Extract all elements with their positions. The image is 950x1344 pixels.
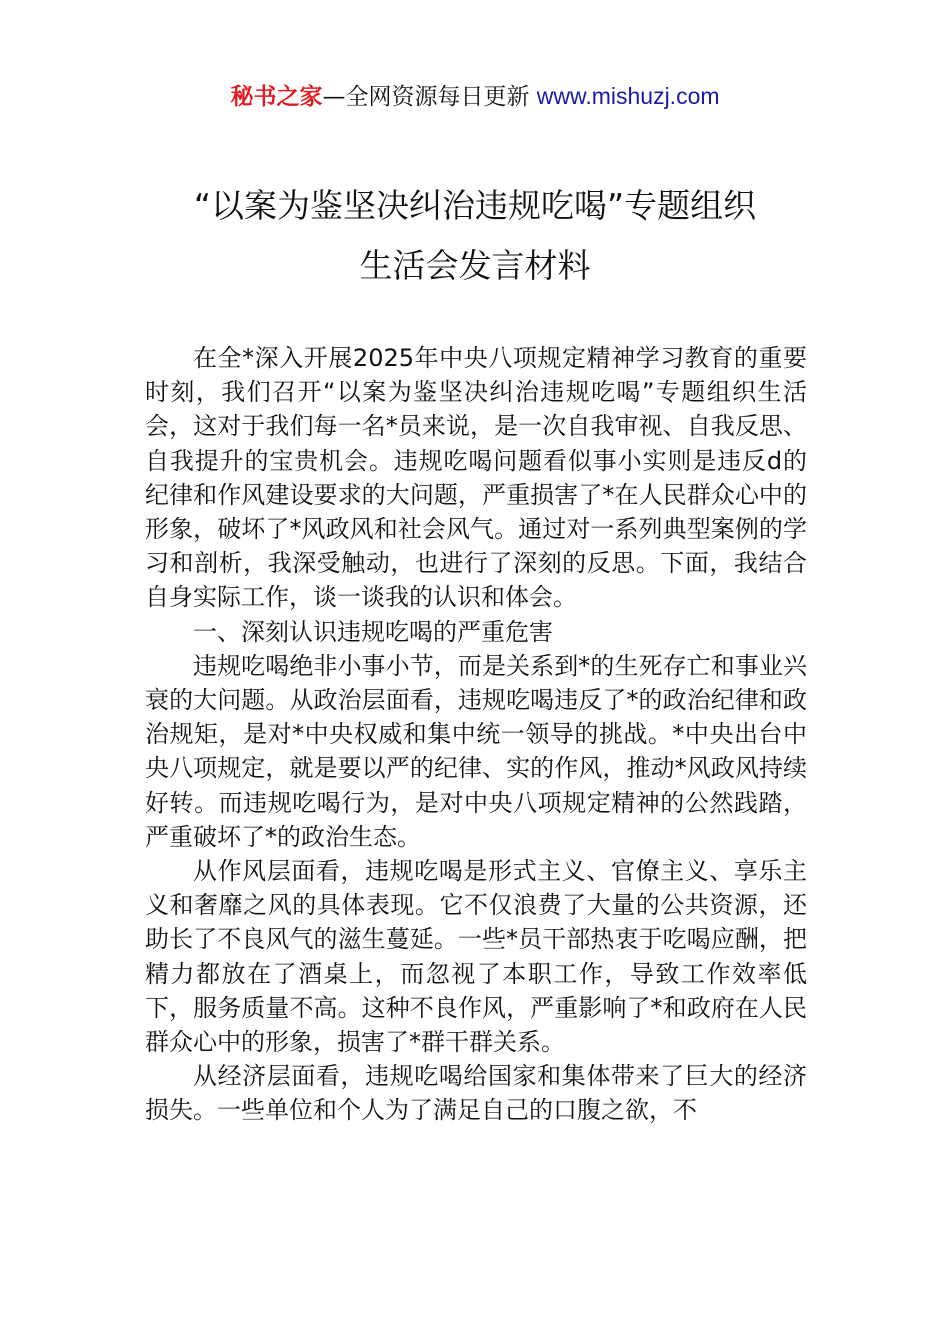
site-tagline: —全网资源每日更新 — [322, 84, 537, 110]
section-heading-1: 一、深刻认识违规吃喝的严重危害 — [193, 617, 553, 646]
site-url-link[interactable]: www.mishuzj.com — [536, 83, 720, 109]
document-body — [145, 341, 807, 1128]
paragraph-economic: 从经济层面看，违规吃喝给国家和集体带来了巨大的经济损失。一些单位和个人为了满足自己的口腹之欲，不 — [145, 1062, 807, 1125]
paragraph-intro: 在全*深入开展2025年中央八项规定精神学习教育的重要时刻，我们召开“以案为鉴坚决纠治违规吃喝”专题组织生活会，这对于我们每一名*员来说，是一次自我审视、自我反思、自我提升的宝贵机会。违规吃喝问题看似事小实则是违反d的纪律和作风建设要求的大问题，严重损害了*在人民群众心中的形象，破坏了*风政风和社会风气。通过对一系列典型案例的学习和剖析，我深受触动，也进行了深刻的反思。下面，我结合自身实际工作，谈一谈我的认识和体会。 — [145, 344, 807, 612]
site-header — [0, 80, 950, 113]
document-title — [100, 176, 850, 296]
paragraph-style: 从作风层面看，违规吃喝是形式主义、官僚主义、享乐主义和奢靡之风的具体表现。它不仅浪费了大量的公共资源，还助长了不良风气的滋生蔓延。一些*员干部热衷于吃喝应酬，把精力都放在了酒桌上，而忽视了本职工作，导致工作效率低下，服务质量不高。这种不良作风，严重影响了*和政府在人民群众心中的形象，损害了*群干群关系。 — [145, 857, 807, 1057]
site-brand: 秘书之家 — [230, 84, 323, 110]
title-line-1: “以案为鉴坚决纠治违规吃喝”专题组织 — [193, 186, 757, 225]
paragraph-political: 违规吃喝绝非小事小节，而是关系到*的生死存亡和事业兴衰的大问题。从政治层面看，违规吃喝违反了*的政治纪律和政治规矩，是对*中央权威和集中统一领导的挑战。*中央出台中央八项规定，就是要以严的纪律、实的作风，推动*风政风持续好转。而违规吃喝行为，是对中央八项规定精神的公然践踏，严重破坏了*的政治生态。 — [145, 651, 807, 851]
title-line-2: 生活会发言材料 — [359, 246, 591, 285]
